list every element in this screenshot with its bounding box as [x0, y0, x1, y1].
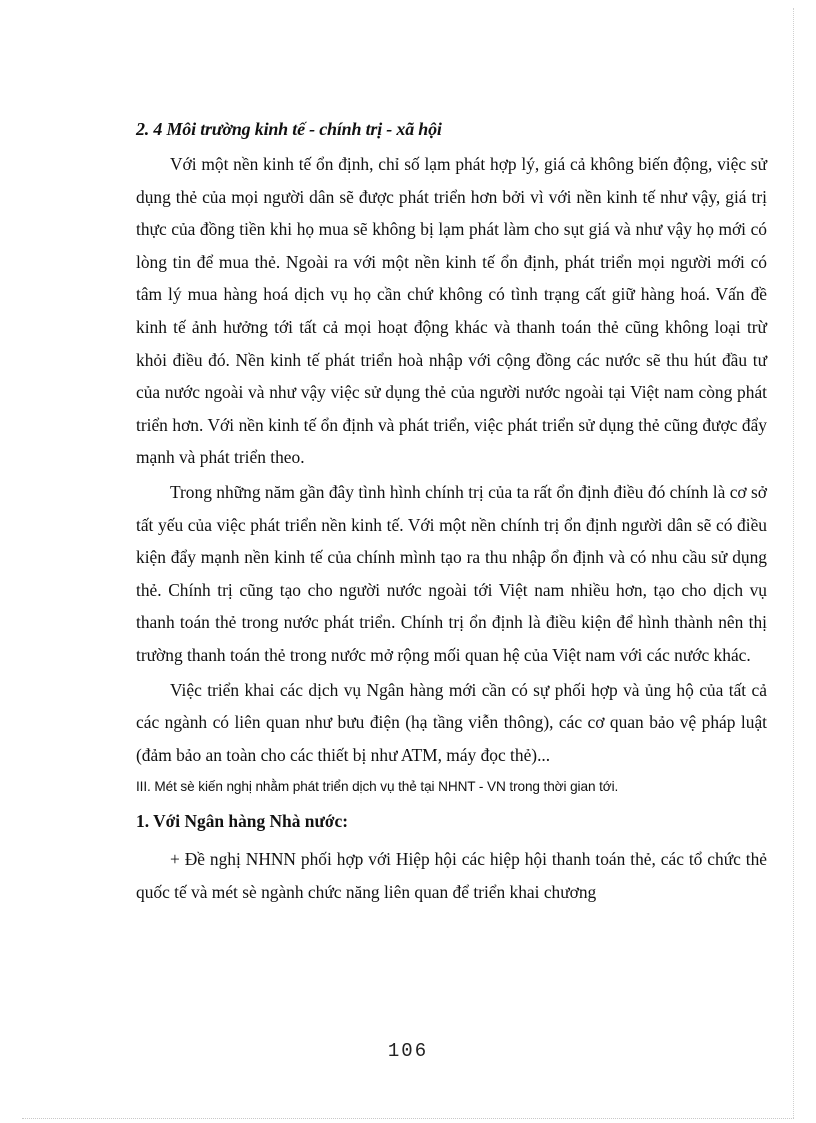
- page-border-right: [793, 8, 794, 1118]
- section-iii-heading: III. Mét sè kiến nghị nhằm phát triển dịch vụ thẻ tại NHNT - VN trong thời gian tới.: [136, 779, 619, 795]
- paragraph-politics: Trong những năm gần đây tình hình chính trị của ta rất ổn định điều đó chính là cơ sở tất yếu của việc phát triển nền kinh tế. Với một nền chính trị ổn định người dân sẽ có điều kiện đẩy mạnh nền kinh tế của chính mình tạo ra thu nhập ổn định và có nhu cầu sử dụng thẻ. Chính trị cũng tạo cho người nước ngoài tới Việt nam nhiều hơn, tạo cho dịch vụ thanh toán thẻ trong nước phát triển. Chính trị ổn định là điều kiện để hình thành nên thị trường thanh toán thẻ trong nước mở rộng mối quan hệ của Việt nam với các nước khác.: [136, 481, 767, 665]
- section-heading: 2. 4 Môi trường kinh tế - chính trị - xã hội: [136, 119, 442, 139]
- page-body: [136, 116, 767, 908]
- paragraph-coordination: Việc triển khai các dịch vụ Ngân hàng mới cần có sự phối hợp và ủng hộ của tất cả các ngành có liên quan như bưu điện (hạ tầng viễn thông), các cơ quan bảo vệ pháp luật (đảm bảo an toàn cho các thiết bị như ATM, máy đọc thẻ)...: [136, 679, 767, 765]
- subsection-heading: 1. Với Ngân hàng Nhà nước:: [136, 811, 349, 832]
- page-border-bottom: [22, 1118, 794, 1119]
- paragraph-economy: Với một nền kinh tế ổn định, chỉ số lạm phát hợp lý, giá cả không biến động, việc sử dụng thẻ của mọi người dân sẽ được phát triển hơn bởi vì với nền kinh tế như vậy, giá trị thực của đồng tiền khi họ mua sẽ không bị lạm phát làm cho sụt giá và như vậy họ mới có lòng tin để mua thẻ. Ngoài ra với một nền kinh tế ổn định, phát triển mọi người mới có tâm lý mua hàng hoá dịch vụ họ cần chứ không có tình trạng cất giữ hàng hoá. Vấn đề kinh tế ảnh hưởng tới tất cả mọi hoạt động khác và thanh toán thẻ cũng không loại trừ khỏi điều đó. Nền kinh tế phát triển hoà nhập với cộng đồng các nước sẽ thu hút đầu tư của nước ngoài và như vậy việc sử dụng thẻ của người nước ngoài tại Việt nam còng phát triển hơn. Với nền kinh tế ổn định và phát triển, việc phát triển sử dụng thẻ cũng được đẩy mạnh và phát triển theo.: [136, 154, 767, 468]
- recommendation-item: + Đề nghị NHNN phối hợp với Hiệp hội các hiệp hội thanh toán thẻ, các tổ chức thẻ quốc tế và mét sè ngành chức năng liên quan để triển khai chương: [136, 849, 767, 902]
- page-number: 106: [387, 1040, 429, 1062]
